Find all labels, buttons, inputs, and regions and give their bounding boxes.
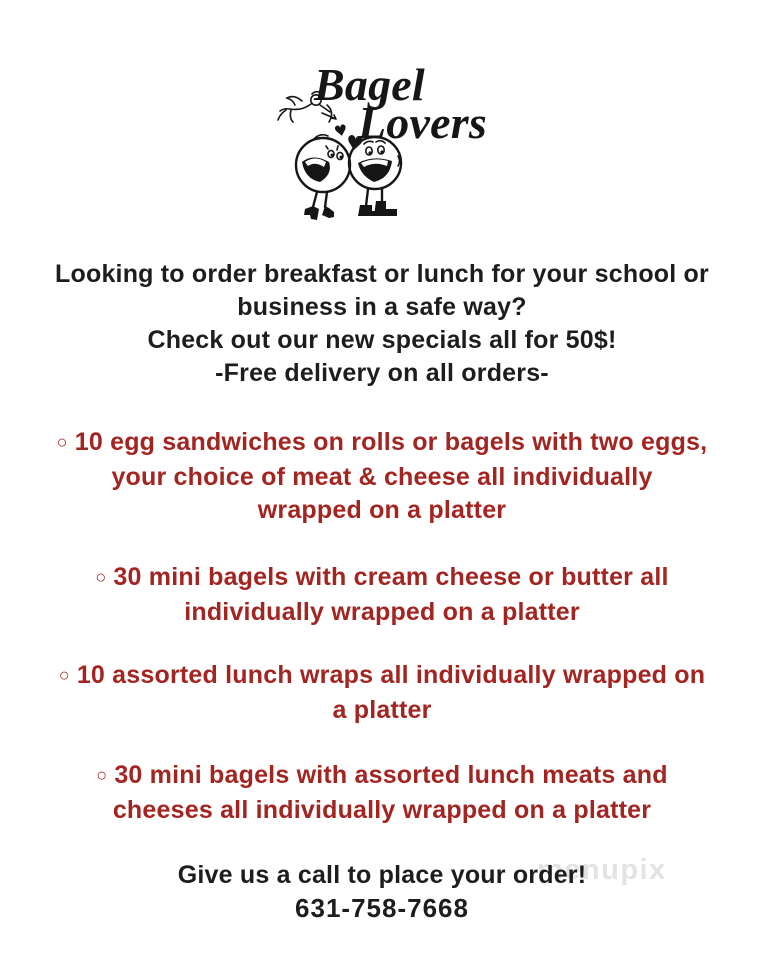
specials-item-text: 10 egg sandwiches on rolls or bagels with two eggs, <box>74 428 708 456</box>
specials-item-line: a platter <box>332 696 432 724</box>
bagel-lovers-logo <box>276 50 520 230</box>
footer-cta <box>0 859 764 925</box>
intro-line: business in a safe way? <box>237 293 527 321</box>
specials-item-line <box>0 759 764 794</box>
cta-text: Give us a call to place your order! <box>177 861 587 889</box>
intro-text <box>0 258 764 390</box>
bagel-lovers-logo-art <box>276 50 520 230</box>
bullet-circle-icon: ○ <box>58 665 70 685</box>
specials-item <box>0 561 764 629</box>
specials-item-line: cheeses all individually wrapped on a platter <box>112 796 652 824</box>
phone-number: 631-758-7668 <box>295 893 469 923</box>
specials-item-line <box>0 426 764 461</box>
specials-item-line: individually wrapped on a platter <box>184 598 580 626</box>
specials-item-text: 30 mini bagels with cream cheese or butter all <box>113 563 669 591</box>
specials-item-text: 30 mini bagels with assorted lunch meats and <box>114 761 668 789</box>
heart-icon: ♥ <box>332 120 350 142</box>
heart-icon: ♥ <box>344 129 366 157</box>
bullet-circle-icon: ○ <box>96 765 108 785</box>
specials-item-line: wrapped on a platter <box>257 496 507 524</box>
specials-item <box>0 759 764 827</box>
specials-item <box>0 426 764 527</box>
specials-item <box>0 659 764 727</box>
brand-wordmark-line2: Lovers <box>358 97 487 148</box>
specials-item-line <box>0 561 764 596</box>
brand-wordmark-line1: Bagel <box>314 59 425 110</box>
specials-item-line <box>0 659 764 694</box>
menupix-watermark: menupix <box>537 854 667 886</box>
specials-item-text: 10 assorted lunch wraps all individually wrapped on <box>76 661 706 689</box>
bullet-circle-icon: ○ <box>56 432 68 452</box>
specials-item-line: your choice of meat & cheese all individually <box>111 463 653 491</box>
intro-line: -Free delivery on all orders- <box>215 359 549 387</box>
flyer-content <box>0 258 764 925</box>
intro-line: Looking to order breakfast or lunch for your school or <box>55 260 709 288</box>
intro-line: Check out our new specials all for 50$! <box>147 326 617 354</box>
specials-list <box>0 426 764 827</box>
bullet-circle-icon: ○ <box>95 567 107 587</box>
